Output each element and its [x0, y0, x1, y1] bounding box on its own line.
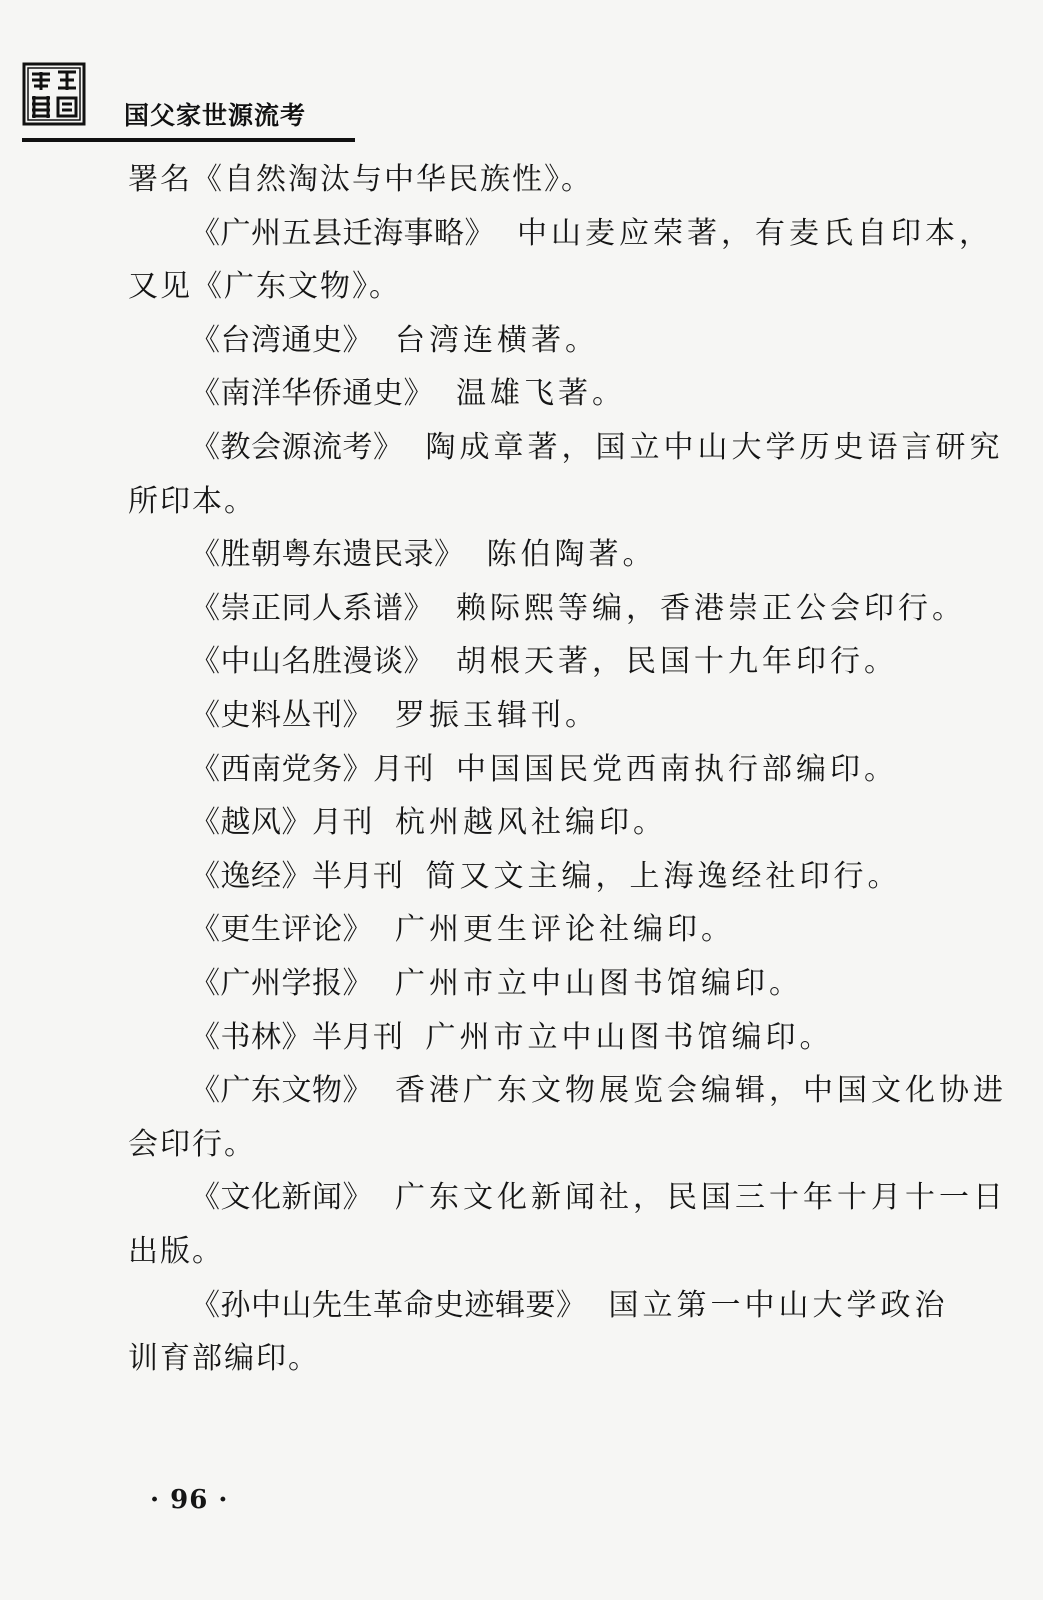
entry-first-line	[190, 1286, 949, 1326]
entry-continuation: 出版。	[128, 1234, 224, 1269]
entry-description: 广州更生评论社编印。	[395, 912, 735, 948]
page-number: · 96 ·	[150, 1485, 229, 1515]
entry-first-line	[190, 428, 1004, 468]
entry-title: 《更生评论》	[190, 912, 373, 948]
entry-first-line	[190, 321, 599, 361]
seal-logo	[22, 62, 86, 126]
entry-description: 陶成章著，国立中山大学历史语言研究	[425, 430, 1004, 465]
entry-title: 《书林》半月刊	[190, 1019, 404, 1055]
entry-description: 广州市立中山图书馆编印。	[425, 1019, 834, 1055]
entry-continuation: 训育部编印。	[128, 1341, 320, 1377]
entry-first-line	[190, 589, 966, 629]
entry-first-line	[190, 1018, 834, 1058]
entry-title: 《逸经》半月刊	[190, 858, 404, 894]
entry-first-line	[190, 910, 735, 950]
entry-description: 香港广东文物展览会编辑，中国文化协进	[395, 1073, 1007, 1109]
entry-continuation: 会印行。	[128, 1126, 256, 1162]
entry-description: 简又文主编，上海逸经社印行。	[425, 858, 902, 894]
entry-title: 《广东文物》	[190, 1073, 373, 1109]
entry-title: 《广州五县迁海事略》	[190, 215, 495, 251]
entry-title: 《教会源流考》	[190, 430, 404, 465]
entry-description: 温雄飞著。	[456, 376, 626, 412]
entry-continuation: 所印本。	[128, 483, 256, 519]
entry-description: 陈伯陶著。	[486, 537, 657, 573]
entry-description: 中国国民党西南执行部编印。	[456, 751, 898, 787]
entry-title: 《西南党务》月刊	[190, 751, 434, 787]
entry-description: 广东文化新闻社，民国三十年十月十一日	[395, 1180, 1007, 1216]
entry-first-line	[190, 696, 599, 736]
entry-first-line	[190, 803, 667, 843]
entry-title: 《台湾通史》	[190, 322, 373, 358]
entry-description: 罗振玉辑刊。	[395, 698, 599, 733]
entry-title: 《文化新闻》	[190, 1180, 373, 1216]
entry-first-line	[190, 642, 898, 682]
entry-description: 胡根天著，民国十九年印行。	[456, 644, 898, 680]
running-title: 国父家世源流考	[124, 101, 307, 130]
entry-description: 台湾连横著。	[395, 322, 599, 358]
entry-first-line	[190, 750, 898, 790]
entry-description: 国立第一中山大学政治	[608, 1287, 949, 1323]
entry-description: 赖际熙等编，香港崇正公会印行。	[456, 590, 966, 626]
entry-title: 《广州学报》	[190, 966, 373, 1001]
entry-description: 中山麦应荣著，有麦氏自印本，	[517, 215, 993, 251]
entry-title: 《中山名胜漫谈》	[190, 644, 434, 680]
header-rule	[22, 138, 355, 142]
entry-first-line	[190, 1071, 1007, 1111]
entry-title: 《胜朝粤东遗民录》	[190, 537, 465, 573]
entry-first-line	[190, 535, 657, 575]
entry-description: 广州市立中山图书馆编印。	[395, 966, 803, 1001]
entry-first-line	[190, 214, 993, 254]
entry-title: 《史料丛刊》	[190, 698, 373, 733]
entry-title: 《越风》月刊	[190, 805, 373, 841]
entry-title: 《孙中山先生革命史迹辑要》	[190, 1287, 587, 1323]
entry-first-line	[190, 1178, 1007, 1218]
entry-first-line	[190, 964, 803, 1004]
entry-line: 署名《自然淘汰与中华民族性》。	[128, 162, 593, 197]
entry-description: 杭州越风社编印。	[395, 805, 667, 841]
entry-first-line	[190, 857, 902, 897]
entry-title: 《崇正同人系谱》	[190, 590, 434, 626]
entry-title: 《南洋华侨通史》	[190, 376, 434, 412]
entry-continuation: 又见《广东文物》。	[128, 269, 401, 305]
entry-first-line	[190, 374, 626, 414]
